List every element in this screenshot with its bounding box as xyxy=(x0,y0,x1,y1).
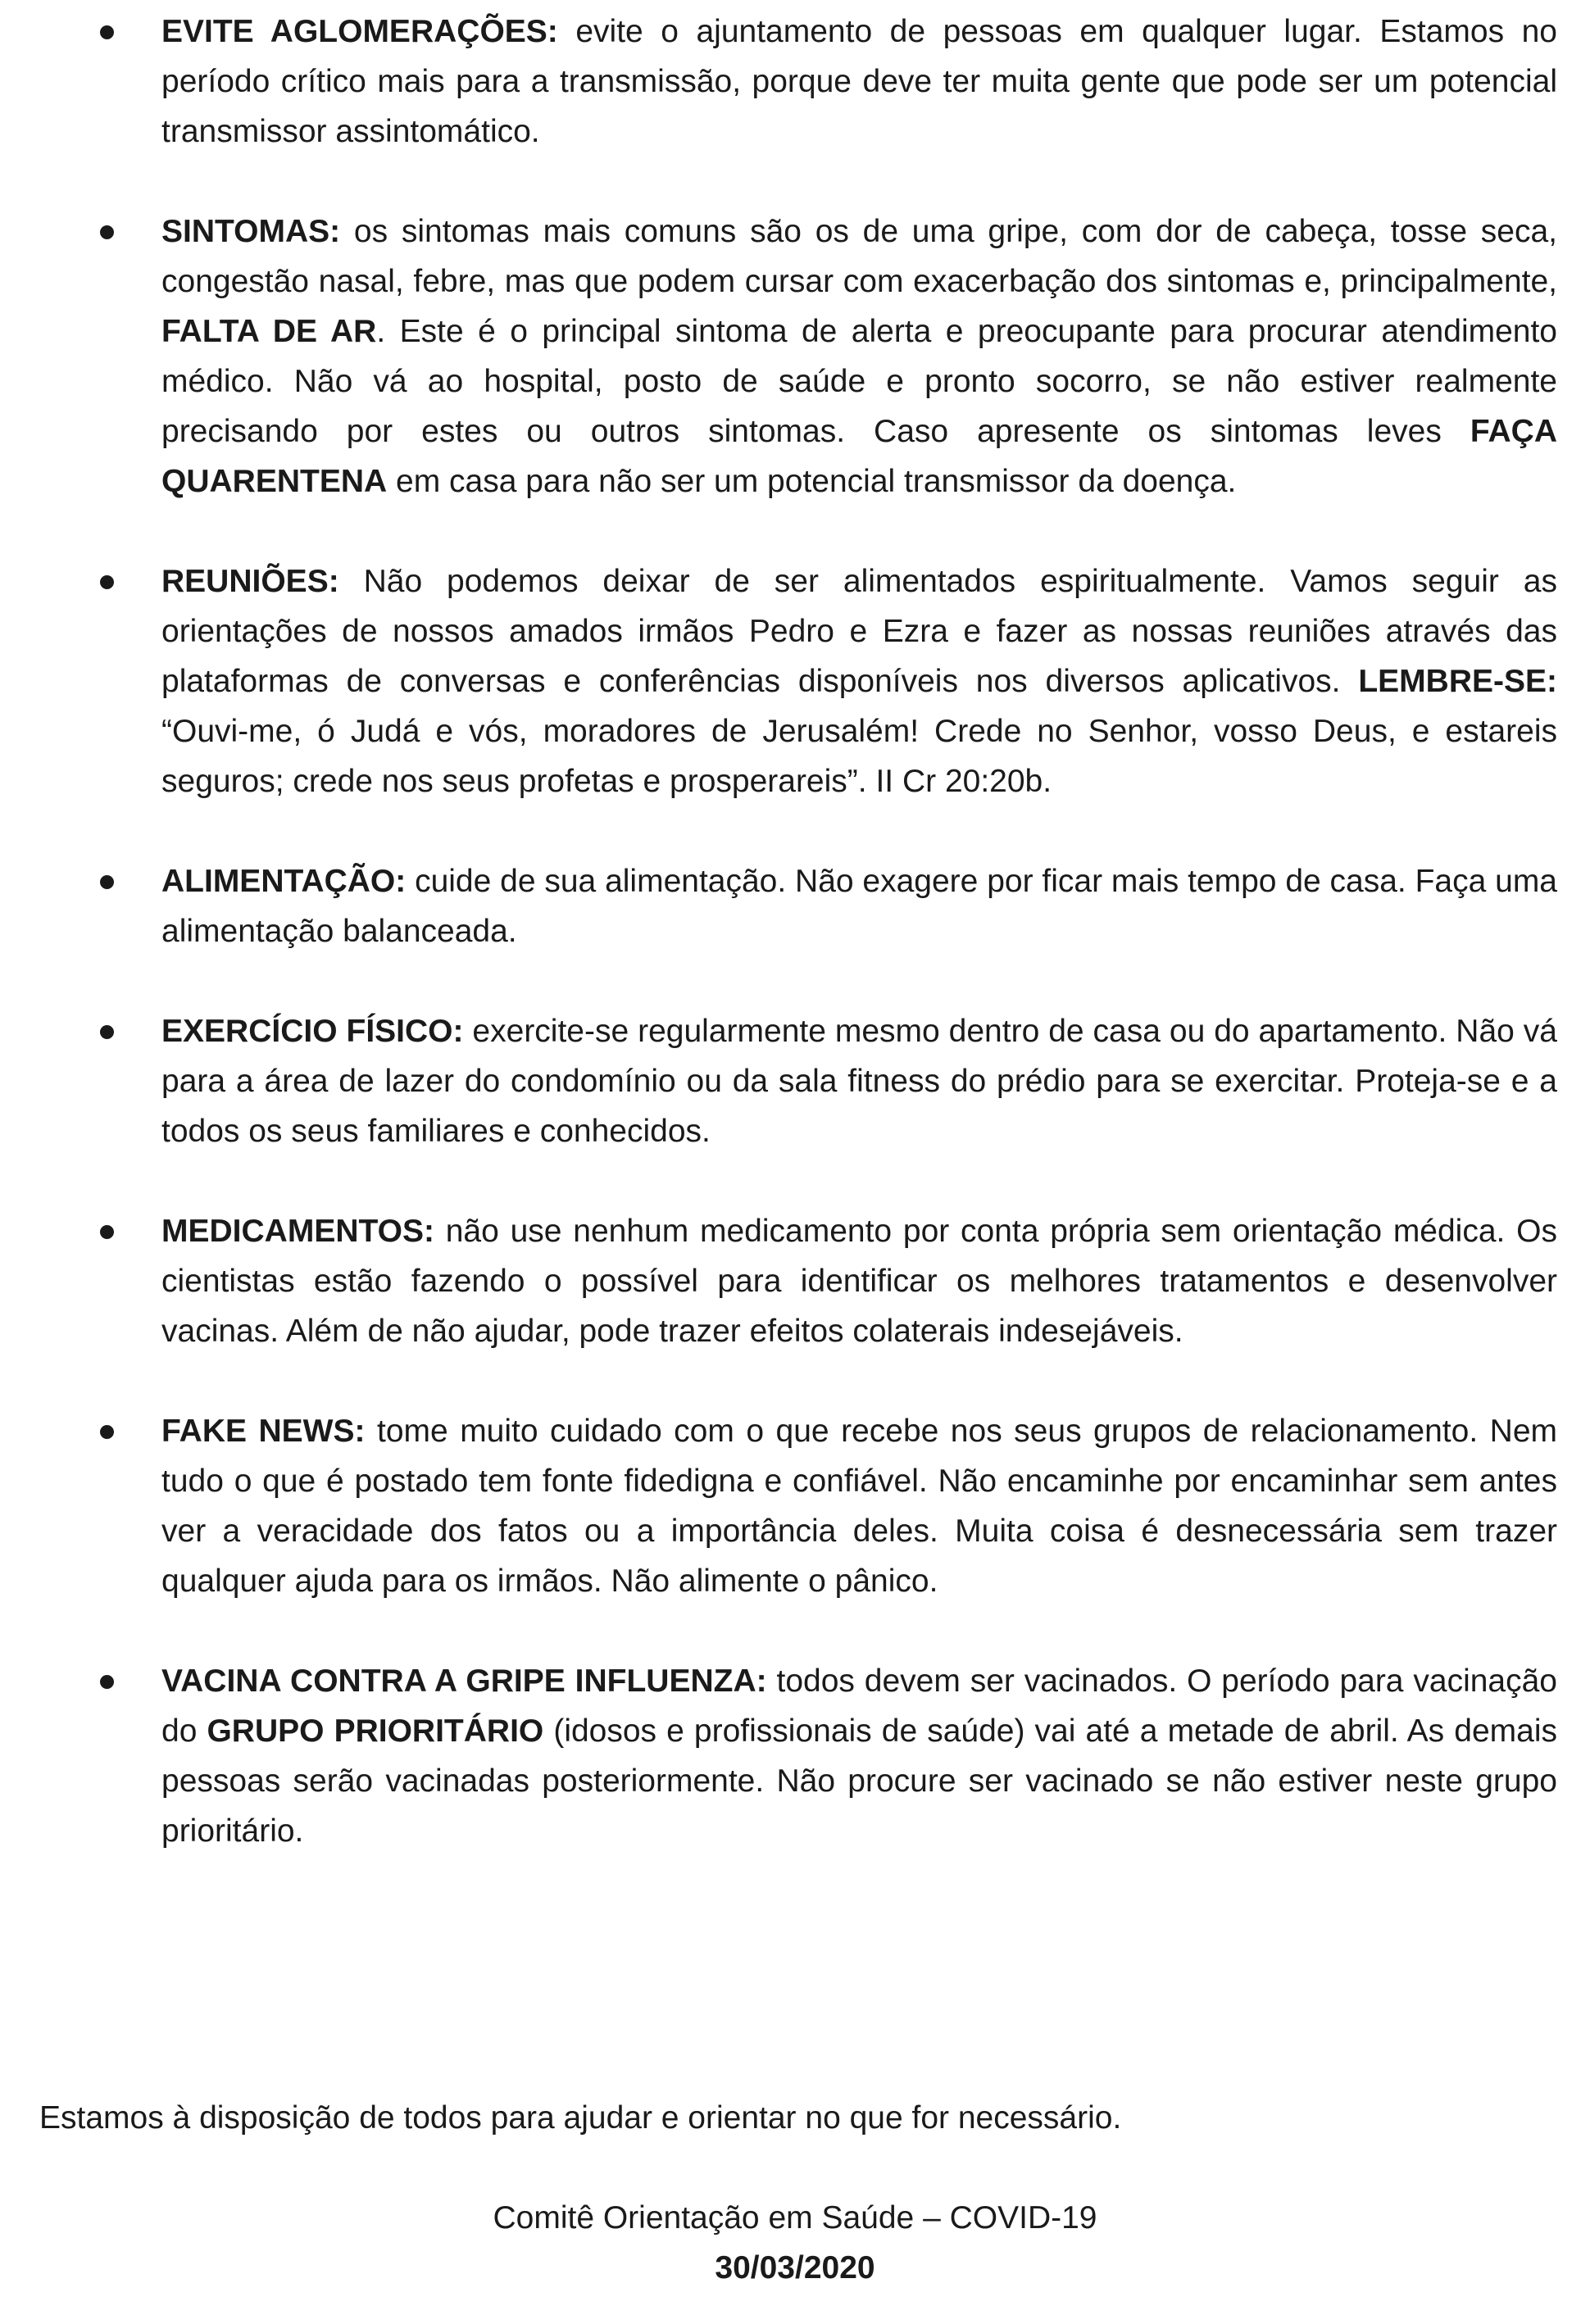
bullet-icon xyxy=(100,1025,114,1039)
bullet-icon xyxy=(100,225,114,239)
item-heading: REUNIÕES: xyxy=(161,564,339,599)
item-text: . Este é o principal sintoma de alerta e preocupante para procurar atendimento médico. Não vá ao hospital, posto de saúde e pronto socorro, se não estiver realmente precisando por estes ou outros sintomas. Caso apresente os sintomas leves xyxy=(161,314,1557,449)
item-heading: ALIMENTAÇÃO: xyxy=(161,864,407,899)
item-text: evite o ajuntamento de pessoas em qualquer lugar. Estamos no período crítico mais para a transmissão, porque deve ter muita gente que pode ser um potencial transmissor assintomático. xyxy=(161,14,1557,149)
bullet-icon xyxy=(100,1675,114,1689)
list-item-meetings xyxy=(90,556,1557,806)
item-heading: EXERCÍCIO FÍSICO: xyxy=(161,1014,464,1049)
list-item-nutrition xyxy=(90,856,1557,956)
list-item-medication xyxy=(90,1206,1557,1356)
item-text: todos devem ser vacinados. O período para vacinação do xyxy=(161,1664,1557,1749)
item-text: em casa para não ser um potencial transmissor da doença. xyxy=(387,464,1237,499)
emphasis-text: FALTA DE AR xyxy=(161,314,377,349)
item-heading: VACINA CONTRA A GRIPE INFLUENZA: xyxy=(161,1664,767,1699)
signature-date: 30/03/2020 xyxy=(715,2250,875,2285)
signature-committee: Comitê Orientação em Saúde – COVID-19 xyxy=(493,2200,1097,2235)
bullet-icon xyxy=(100,575,114,589)
list-item-exercise xyxy=(90,1006,1557,1156)
bullet-icon xyxy=(100,1225,114,1239)
item-text: tome muito cuidado com o que recebe nos seus grupos de relacionamento. Nem tudo o que é postado tem fonte fidedigna e confiável. Não encaminhe por encaminhar sem antes ver a veracidade dos fatos ou a importância deles. Muita coisa é desnecessária sem trazer qualquer ajuda para os irmãos. Não alimente o pânico. xyxy=(161,1414,1557,1599)
list-item-fake-news xyxy=(90,1406,1557,1606)
item-text: Não podemos deixar de ser alimentados espiritualmente. Vamos seguir as orientações de nossos amados irmãos Pedro e Ezra e fazer as nossas reuniões através das plataformas de conversas e conferências disponíveis nos diversos aplicativos. xyxy=(161,564,1557,699)
item-text: (idosos e profissionais de saúde) vai até a metade de abril. As demais pessoas serão vacinadas posteriormente. Não procure ser vacinado se não estiver neste grupo prioritário. xyxy=(161,1713,1557,1849)
closing-paragraph: Estamos à disposição de todos para ajudar e orientar no que for necessário. xyxy=(39,2100,1122,2136)
list-item-flu-vaccine xyxy=(90,1656,1557,1856)
item-text: “Ouvi-me, ó Judá e vós, moradores de Jerusalém! Crede no Senhor, vosso Deus, e estareis seguros; crede nos seus profetas e prosperareis”. II Cr 20:20b. xyxy=(161,714,1557,799)
list-item-avoid-crowds xyxy=(90,7,1557,157)
item-text: os sintomas mais comuns são os de uma gripe, com dor de cabeça, tosse seca, congestão nasal, febre, mas que podem cursar com exacerbação dos sintomas e, principalmente, xyxy=(161,214,1557,299)
emphasis-text: GRUPO PRIORITÁRIO xyxy=(207,1713,544,1749)
item-heading: MEDICAMENTOS: xyxy=(161,1214,434,1249)
item-text: cuide de sua alimentação. Não exagere por ficar mais tempo de casa. Faça uma alimentação balanceada. xyxy=(161,864,1557,949)
list-item-symptoms xyxy=(90,207,1557,506)
item-text: exercite-se regularmente mesmo dentro de casa ou do apartamento. Não vá para a área de lazer do condomínio ou da sala fitness do prédio para se exercitar. Proteja-se e a todos os seus familiares e conhecidos. xyxy=(161,1014,1557,1149)
item-text: não use nenhum medicamento por conta própria sem orientação médica. Os cientistas estão fazendo o possível para identificar os melhores tratamentos e desenvolver vacinas. Além de não ajudar, pode trazer efeitos colaterais indesejáveis. xyxy=(161,1214,1557,1349)
emphasis-text: LEMBRE-SE: xyxy=(1358,664,1557,699)
guidelines-list xyxy=(90,7,1557,1906)
item-heading: SINTOMAS: xyxy=(161,214,341,249)
bullet-icon xyxy=(100,25,114,39)
emphasis-text: FAÇA QUARENTENA xyxy=(161,414,1557,499)
item-heading: FAKE NEWS: xyxy=(161,1414,366,1449)
bullet-icon xyxy=(100,1425,114,1439)
item-heading: EVITE AGLOMERAÇÕES: xyxy=(161,14,558,49)
bullet-icon xyxy=(100,875,114,889)
